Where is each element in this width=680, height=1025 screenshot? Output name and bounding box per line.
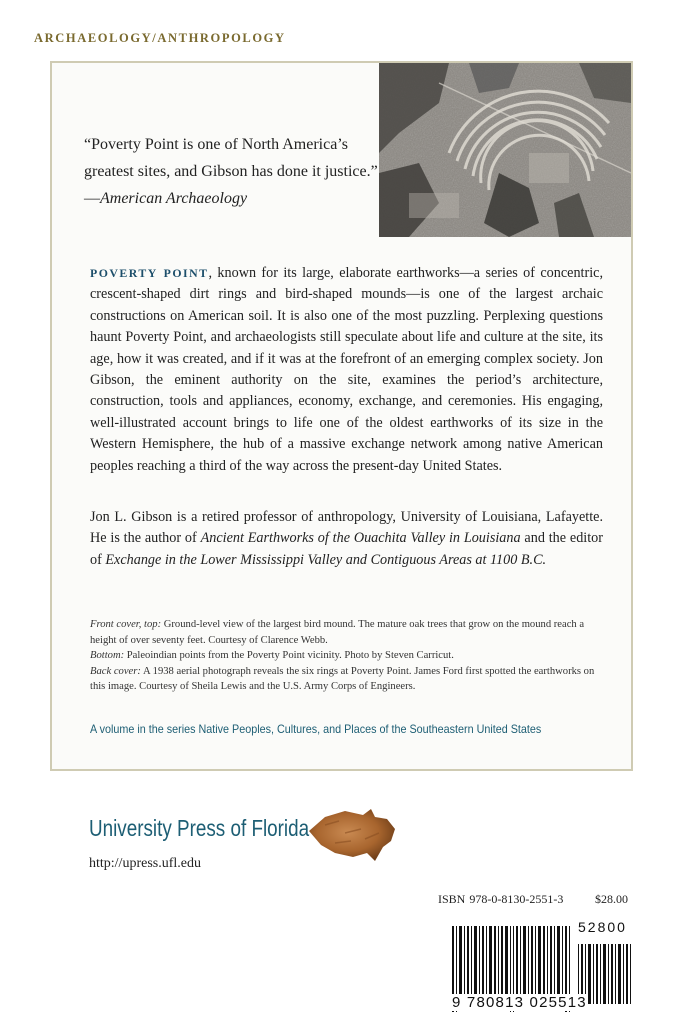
description-blurb [90,263,603,477]
credit-back [90,664,603,695]
arrowhead-image [305,803,400,867]
credit-front-label: Front cover, top: [90,619,162,630]
aerial-photograph [379,63,631,237]
bio-book-title-1: Ancient Earthworks of the Ouachita Valley in Louisiana [200,530,521,547]
publisher-url[interactable]: http://upress.ufl.edu [89,856,201,871]
barcode-price-code: 52800 [578,919,627,935]
photo-credits [90,617,603,695]
blurb-body: , known for its large, elaborate earthworks—a series of concentric, crescent-shaped dirt rings and bird-shaped mounds—is one of the largest archaic constructions on American soil. It is also one of the most puzzling. Perplexing questions haunt Poverty Point, and archaeologists still speculate about life and culture at the site, its age, how it was created, and if it was at the forefront of an emerging complex society. Jon Gibson, the eminent authority on the site, examines the period’s architecture, construction, tools and appliances, economy, exchange, and ceremonies. His engaging, well-illustrated account brings to life one of the oldest earthworks of its size in the Western Hemisphere, the hub of a massive exchange network among native American peoples reaching a third of the way across the present-day United States. [90,265,603,474]
isbn-text: ISBN 978-0-8130-2551-3 [438,892,564,906]
credit-bottom-label: Bottom: [90,650,125,661]
credit-bottom-text: Paleoindian points from the Poverty Point vicinity. Photo by Steven Carricut. [124,650,454,661]
price-text: $28.00 [595,892,628,906]
credit-back-text: A 1938 aerial photograph reveals the six rings at Poverty Point. James Ford first spotted the earthworks on this image. Courtesy of Sheila Lewis and the U.S. Army Corps of Engineers. [90,665,595,692]
bio-part-2: and the editor of [90,530,604,568]
credit-back-label: Back cover: [90,665,141,677]
credit-bottom [90,648,603,664]
barcode-digits: 9 780813 025513 [452,994,587,1011]
credit-front-text: Ground-level view of the largest bird mound. The mature oak trees that grow on the mound reach a height of over seventy feet. Courtesy of Clarence Webb. [90,619,585,646]
author-bio [90,507,603,571]
quote-source: American Archaeology [100,190,248,207]
quote-text: “Poverty Point is one of North America’s greatest sites, and Gibson has done it justice.” — [84,136,378,207]
category-label: ARCHAEOLOGY/ANTHROPOLOGY [34,31,286,45]
back-cover-panel [50,61,633,771]
series-note: A volume in the series Native Peoples, Cultures, and Places of the Southeastern United States [90,723,542,736]
credit-front [90,617,603,648]
review-quote [84,131,379,212]
bio-part-1: Jon L. Gibson is a retired professor of anthropology, University of Louisiana, Lafayette. He is the author of [90,509,603,547]
bio-book-title-2: Exchange in the Lower Mississippi Valley and Contiguous Areas at 1100 B.C. [105,551,547,568]
publisher-name: University Press of Florida [89,815,310,841]
blurb-lead: POVERTY POINT [90,266,209,280]
